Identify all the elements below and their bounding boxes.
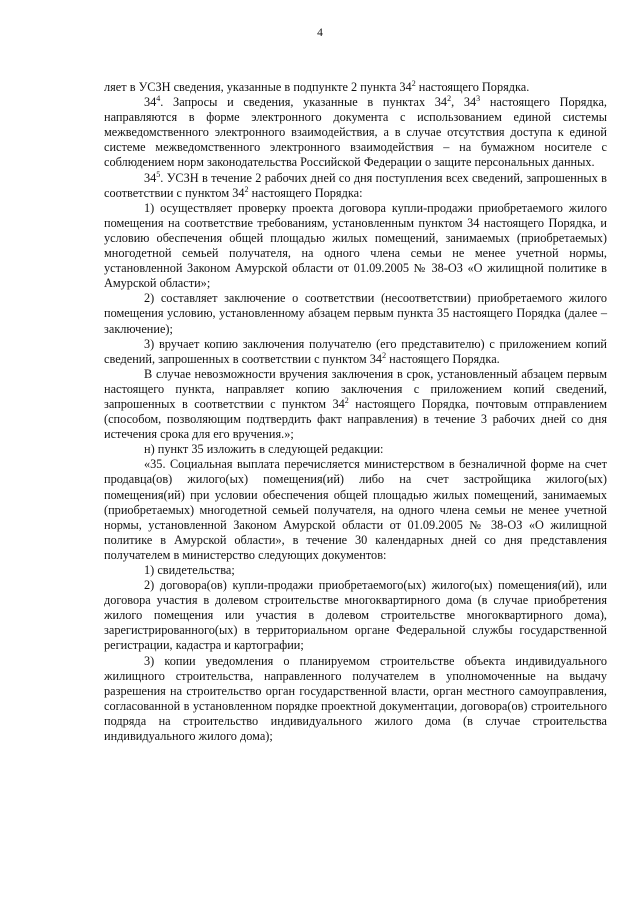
paragraph: 2) составляет заключение о соответствии (несоответствии) приобретаемого жилого помещения условию, установленному абзацем первым пункта 35 настоящего Порядка (далее – заключение); [104, 291, 607, 336]
paragraph: 3) вручает копию заключения получателю (его представителю) с приложением копий сведений, запрошенных в соответствии с пунктом $34^2$ настоящего Порядка. [104, 336, 607, 366]
paragraph: ляет в УСЗН сведения, указанные в подпункте 2 пункта $34^2$ настоящего Порядка. [104, 78, 530, 94]
document-body [104, 80, 607, 744]
paragraph: 3) копии уведомления о планируемом строительстве объекта индивидуального жилищного строительства, направленного получателем в уполномоченные на выдачу разрешения на строительство орган государственной власти, орган местного самоуправления, согласованной в установленном порядке проектной документации, договора(ов) строительного подряда на строительство индивидуального жилого дома (в случае строительства индивидуального жилого дома); [104, 653, 607, 744]
paragraph: 2) договора(ов) купли-продажи приобретаемого(ых) жилого(ых) помещения(ий), или договора участия в долевом строительстве многоквартирного дома (в случае приобретения жилого помещения или участия в долевом строительстве многоквартирного дома), зарегистрированного(ых) в территориальном органе Федеральной службы государственной регистрации, кадастра и картографии; [104, 578, 607, 653]
paragraph: $34^5$. УСЗН в течение 2 рабочих дней со дня поступления всех сведений, запрошенных в соответствии с пунктом $34^2$ настоящего Порядка: [104, 169, 607, 200]
paragraph: н) пункт 35 изложить в следующей редакции: [144, 442, 384, 457]
paragraph: «35. Социальная выплата перечисляется министерством в безналичной форме на счет продавца(ов) жилого(ых) помещения(ий) либо на счет застройщика жилого(ых) помещения(ий) при условии обеспечения общей площадью жилых помещений, занимаемых (приобретаемых) многодетной семьей получателя, на одного члена семьи не менее учетной нормы, установленной Законом Амурской области от 01.09.2005 № 38-ОЗ «О жилищной политике в Амурской области», в течение 30 календарных дней со дня представления получателем в министерство следующих документов: [104, 457, 607, 562]
page-number: 4 [317, 27, 323, 39]
paragraph: В случае невозможности вручения заключения в срок, установленный абзацем первым настоящего пункта, направляет копию заключения с приложением копий сведений, запрошенных в соответствии с пунктом $34^2$ настоящего Порядка, почтовым отправлением (способом, позволяющим подтвердить факт направления) в течение 3 рабочих дней со дня истечения срока для его вручения.»; [104, 366, 607, 442]
paragraph: $34^4$. Запросы и сведения, указанные в пунктах $34^2$, $34^3$ настоящего Порядка, направляются в форме электронного документа с использованием единой системы межведомственного электронного взаимодействия, а в случае отсутствия доступа к единой системе межведомственного электронного взаимодействия – на бумажном носителе с соблюдением норм законодательства Российской Федерации о защите персональных данных. [104, 94, 607, 170]
paragraph: 1) свидетельства; [144, 563, 235, 577]
paragraph: 1) осуществляет проверку проекта договора купли-продажи приобретаемого жилого помещения на соответствие требованиям, установленным пунктом 34 настоящего Порядка, и условию обеспечения общей площадью жилых помещений, занимаемых (приобретаемых) многодетной семьей получателя, на одного члена семьи не менее учетной нормы, установленной Законом Амурской области от 01.09.2005 № 38-ОЗ «О жилищной политике в Амурской области»; [104, 200, 607, 291]
